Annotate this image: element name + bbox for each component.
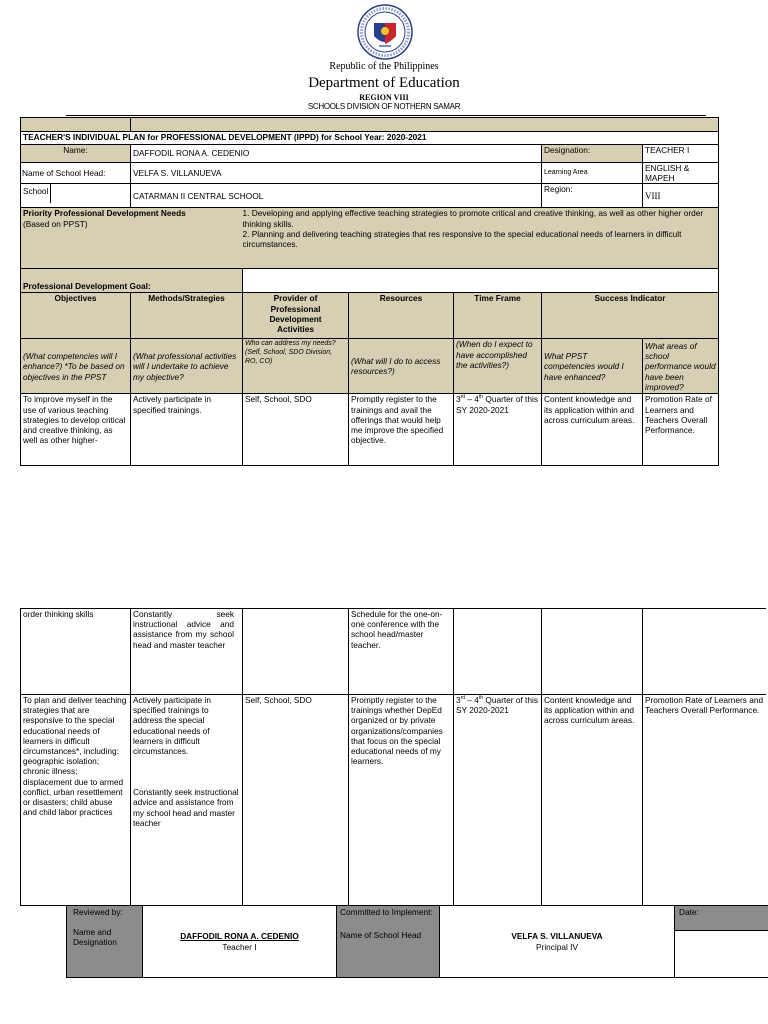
reviewed-cell: [67, 906, 143, 978]
row2-timeframe: [454, 695, 542, 906]
ippd-continued-table: [20, 608, 766, 906]
col-methods: Methods/Strategies: [131, 293, 243, 339]
header-rule: [66, 115, 706, 116]
republic-text: Republic of the Philippines: [329, 61, 439, 72]
row1-provider: Self, School, SDO: [243, 394, 349, 466]
name-value: DAFFODIL RONA A. CEDENIO: [131, 145, 542, 163]
ippd-form-table: [20, 117, 719, 466]
date-label: Date:: [675, 906, 768, 931]
subhead-timeframe: (When do I expect to have accomplished the activities?): [454, 339, 542, 394]
school-head-value: VELFA S. VILLANUEVA: [131, 163, 542, 184]
committed-cell: [337, 906, 440, 978]
row1-objective: To improve myself in the use of various teaching strategies to develop critical and creative thinking, as well as other higher-: [21, 394, 131, 466]
row1-performance: Promotion Rate of Learners and Teachers Overall Performance.: [643, 394, 719, 466]
learning-area-value: ENGLISH & MAPEH: [643, 163, 719, 184]
priority-need-2: 2. Planning and delivering teaching strategies that res responsive to the special educational needs of learners in difficult circumstances.: [242, 228, 682, 250]
committed-label: Committed to Implement:: [340, 907, 433, 917]
subhead-resources: (What will I do to access resources?): [349, 339, 454, 394]
head-cell: [440, 906, 675, 978]
subhead-objectives: (What competencies will I enhance?) *To be based on objectives in the PPST: [21, 339, 131, 394]
head-name: VELFA S. VILLANUEVA: [511, 931, 603, 942]
row1b-resource: Schedule for the one-on-one conference with the school head/master teacher.: [349, 609, 454, 695]
name-label: Name:: [21, 145, 131, 163]
department-text: Department of Education: [308, 75, 460, 91]
school-head-footer-label: Name of School Head: [340, 930, 422, 941]
region-label: Region:: [542, 184, 643, 208]
reviewed-label: Reviewed by:: [73, 907, 123, 917]
goal-label: Professional Development Goal:: [23, 281, 151, 292]
row1b-performance: [643, 609, 766, 695]
priority-need-1: 1. Developing and applying effective teaching strategies to promote critical and creative thinking, as well as other higher order thinking skills.: [242, 208, 704, 229]
designation-label: Designation:: [542, 145, 643, 163]
row2-performance: Promotion Rate of Learners and Teachers Overall Performance.: [643, 695, 766, 906]
blank-cell: [21, 118, 131, 132]
school-label: School: [21, 184, 51, 202]
goal-value: [243, 269, 719, 293]
col-timeframe: Time Frame: [454, 293, 542, 339]
learning-area-label: Learning Area: [542, 163, 643, 184]
priority-needs-sub: (Based on PPST): [23, 218, 88, 229]
tf-sup1: rd: [460, 394, 466, 401]
priority-needs-label: Priority Professional Development Needs: [23, 208, 186, 219]
col-objectives: Objectives: [21, 293, 131, 339]
row2-method-cell: [131, 695, 243, 906]
reviewer-name: DAFFODIL RONA A. CEDENIO: [180, 931, 299, 942]
priority-needs-list: [243, 208, 719, 269]
subhead-school-performance: What areas of school performance would have been improved?: [643, 339, 719, 394]
row2-resource: Promptly register to the trainings whether DepEd organized or by private organizations/companies that focus on the special educational needs of my learners.: [349, 695, 454, 906]
tf-sup1: rd: [460, 695, 466, 702]
signature-table: [66, 905, 768, 978]
row2-method-2: Constantly seek instructional advice and assistance from my school head and master teacher: [133, 787, 239, 828]
row1b-objective: order thinking skills: [21, 609, 131, 695]
school-value: CATARMAN II CENTRAL SCHOOL: [131, 184, 542, 208]
blank-cell: [131, 118, 719, 132]
school-head-label: Name of School Head:: [21, 163, 131, 184]
row1-method: Actively participate in specified trainings.: [131, 394, 243, 466]
region-value: VIII: [643, 184, 719, 208]
row2-objective: To plan and deliver teaching strategies that are responsive to the special educational needs of learners in difficult circumstances*, including: geographic isolation; chronic illness; displacement due to armed conflict, urban resettlement or disasters; child abuse and child labor practices: [21, 695, 131, 906]
division-text: SCHOOLS DIVISION OF NOTHERN SAMAR: [307, 102, 461, 111]
date-cell: [675, 906, 768, 978]
tf-sup2: th: [478, 394, 484, 401]
row1b-provider: [243, 609, 349, 695]
row2-method: Actively participate in specified trainings to address the special educational needs of learners in difficult circumstances.: [133, 695, 211, 757]
reviewer-title: Teacher I: [222, 941, 257, 952]
row2-competency: Content knowledge and its application within and across curriculum areas.: [542, 695, 643, 906]
deped-seal-icon: [357, 4, 413, 60]
row1b-method: Constantly seek instructional advice and assistance from my school head and master teacher: [131, 609, 243, 695]
subhead-methods: (What professional activities will I undertake to achieve my objective?: [131, 339, 243, 394]
tf-b: – 4: [465, 394, 479, 405]
school-label-cell: [21, 184, 131, 208]
subhead-provider: Who can address my needs? (Self, School, SDO Division, RO, CO): [243, 339, 349, 394]
row1-resource: Promptly register to the trainings and avail the offerings that would help me improve the specified objective.: [349, 394, 454, 466]
head-title: Principal IV: [536, 941, 578, 952]
row1-competency: Content knowledge and its application within and across curriculum areas.: [542, 394, 643, 466]
designation-value: TEACHER I: [643, 145, 719, 163]
tf-sup2: th: [478, 695, 484, 702]
reviewer-cell: [143, 906, 337, 978]
tf-a: 3: [456, 695, 461, 705]
priority-needs-label-cell: [21, 208, 243, 269]
row1-timeframe: [454, 394, 542, 466]
form-title: TEACHER'S INDIVIDUAL PLAN for PROFESSIONAL DEVELOPMENT (IPPD) for School Year: 2020-2021: [21, 132, 719, 145]
tf-c: Quarter of this SY 2020-2021: [456, 394, 538, 415]
col-resources: Resources: [349, 293, 454, 339]
col-provider: Provider of Professional Development Activities: [243, 293, 349, 339]
row1b-timeframe: [454, 609, 542, 695]
region-text: REGION VIII: [359, 93, 409, 102]
subhead-competencies: What PPST competencies would I have enhanced?: [542, 339, 643, 394]
tf-c: Quarter of this SY 2020-2021: [456, 695, 538, 716]
goal-label-cell: [21, 269, 243, 293]
col-success-indicator: Success Indicator: [542, 293, 719, 339]
tf-a: 3: [456, 394, 461, 405]
tf-b: – 4: [465, 695, 479, 705]
name-designation-label: Name and Designation: [73, 927, 117, 948]
row1b-competency: [542, 609, 643, 695]
row2-provider: Self, School, SDO: [243, 695, 349, 906]
